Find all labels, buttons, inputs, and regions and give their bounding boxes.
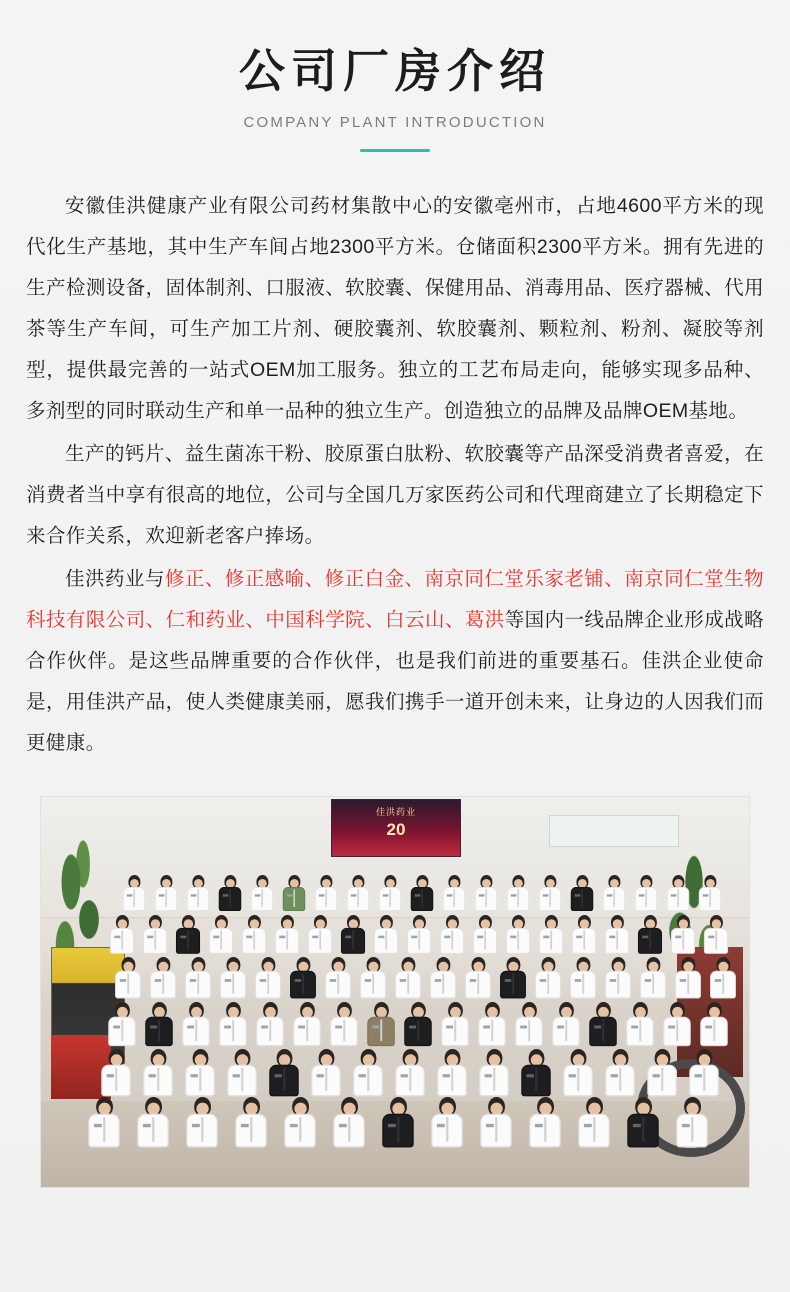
photo-person <box>570 875 594 911</box>
photo-person <box>282 875 306 911</box>
photo-person <box>662 1002 691 1046</box>
paragraph-3-segment-plain-1: 佳洪药业与 <box>65 568 165 590</box>
photo-person <box>329 1002 358 1046</box>
title-divider <box>360 149 430 152</box>
photo-person <box>181 1002 210 1046</box>
photo-person <box>639 957 667 998</box>
banner-line-1: 佳洪药业 <box>375 807 416 817</box>
photo-person <box>352 1049 384 1096</box>
photo-person <box>674 957 702 998</box>
photo-person <box>528 1097 562 1147</box>
photo-person <box>703 915 729 954</box>
photo-person <box>436 1049 468 1096</box>
photo-person <box>154 875 178 911</box>
photo-person <box>569 957 597 998</box>
photo-person <box>472 915 498 954</box>
photo-person <box>551 1002 580 1046</box>
photo-person <box>136 1097 170 1147</box>
photo-person <box>675 1097 709 1147</box>
photo-person <box>381 1097 415 1147</box>
photo-person <box>149 957 177 998</box>
photo-person <box>218 875 242 911</box>
page-subtitle: COMPANY PLANT INTRODUCTION <box>243 114 547 131</box>
paragraph-3 <box>26 559 764 764</box>
page-header <box>0 0 790 152</box>
photo-person <box>373 915 399 954</box>
photo-person <box>571 915 597 954</box>
photo-person <box>604 1049 636 1096</box>
photo-person <box>699 1002 728 1046</box>
photo-person <box>588 1002 617 1046</box>
photo-person <box>184 957 212 998</box>
body-text <box>26 186 764 764</box>
photo-person <box>107 1002 136 1046</box>
paragraph-3-segment-brands: 修正、修正感喻、修正白金、南京同仁堂乐家老铺、南京同仁堂生物科技有限公司、仁和药业、中国科学院、白云山、葛洪 <box>26 568 764 631</box>
photo-person <box>538 915 564 954</box>
photo-person <box>637 915 663 954</box>
photo-person <box>100 1049 132 1096</box>
photo-person <box>439 915 465 954</box>
paragraph-1: 安徽佳洪健康产业有限公司药材集散中心的安徽亳州市，占地4600平方米的现代化生产基地，其中生产车间占地2300平方米。仓储面积2300平方米。拥有先进的生产检测设备，固体制剂、口服液、软胶囊、保健用品、消毒用品、医疗器械、代用茶等生产车间，可生产加工片剂、硬胶囊剂、软胶囊剂、颗粒剂、粉剂、凝胶等剂型，提供最完善的一站式OEM加工服务。独立的工艺布局走向，能够实现多品种、多剂型的同时联动生产和单一品种的独立生产。创造独立的品牌及品牌OEM基地。 <box>26 195 764 422</box>
photo-person <box>464 957 492 998</box>
company-group-photo <box>40 796 750 1188</box>
photo-person <box>114 957 142 998</box>
page-title: 公司厂房介绍 <box>239 45 551 97</box>
photo-person <box>478 1049 510 1096</box>
photo-background <box>41 797 749 1187</box>
banner-line-2: 20 <box>386 820 406 839</box>
photo-person <box>688 1049 720 1096</box>
photo-person <box>219 957 247 998</box>
title-divider-wrap <box>0 149 790 152</box>
photo-person <box>477 1002 506 1046</box>
photo-person <box>430 1097 464 1147</box>
photo-person <box>184 1049 216 1096</box>
photo-person <box>144 1002 173 1046</box>
photo-person <box>241 915 267 954</box>
photo-person <box>394 1049 426 1096</box>
photo-person <box>602 875 626 911</box>
photo-person <box>208 915 234 954</box>
photo-person <box>520 1049 552 1096</box>
photo-person <box>670 915 696 954</box>
photo-stage-banner <box>331 799 461 857</box>
photo-person <box>410 875 434 911</box>
photo-person <box>307 915 333 954</box>
photo-person <box>534 957 562 998</box>
photo-person <box>218 1002 247 1046</box>
photo-person <box>378 875 402 911</box>
photo-person <box>514 1002 543 1046</box>
photo-person <box>255 1002 284 1046</box>
photo-person <box>254 957 282 998</box>
photo-person <box>186 875 210 911</box>
photo-person <box>314 875 338 911</box>
photo-person <box>346 875 370 911</box>
photo-person <box>366 1002 395 1046</box>
photo-person <box>499 957 527 998</box>
photo-person <box>274 915 300 954</box>
photo-person <box>442 875 466 911</box>
photo-person <box>289 957 317 998</box>
photo-wall-sign <box>549 815 679 847</box>
photo-person <box>394 957 422 998</box>
photo-person <box>292 1002 321 1046</box>
photo-person <box>175 915 201 954</box>
photo-person <box>479 1097 513 1147</box>
photo-person <box>268 1049 300 1096</box>
photo-person <box>332 1097 366 1147</box>
photo-person <box>440 1002 469 1046</box>
photo-person <box>577 1097 611 1147</box>
photo-person <box>142 915 168 954</box>
photo-person <box>626 1097 660 1147</box>
photo-person <box>646 1049 678 1096</box>
photo-person <box>310 1049 342 1096</box>
paragraph-2: 生产的钙片、益生菌冻干粉、胶原蛋白肽粉、软胶囊等产品深受消费者喜爱，在消费者当中享有很高的地位，公司与全国几万家医药公司和代理商建立了长期稳定下来合作关系，欢迎新老客户捧场。 <box>26 443 764 547</box>
photo-person <box>142 1049 174 1096</box>
photo-person <box>604 957 632 998</box>
photo-person <box>562 1049 594 1096</box>
photo-person <box>698 875 722 911</box>
photo-person <box>359 957 387 998</box>
photo-person <box>625 1002 654 1046</box>
photo-person <box>406 915 432 954</box>
photo-person <box>634 875 658 911</box>
paragraph-3-segment-plain-2: 等国内一线品牌企业形成战略合作伙伴。是这些品牌重要的合作伙伴，也是我们前进的重要基石。佳洪企业使命是，用佳洪产品，使人类健康美丽，愿我们携手一道开创未来，让身边的人因我们而更健康。 <box>26 609 764 754</box>
photo-person <box>429 957 457 998</box>
photo-person <box>250 875 274 911</box>
photo-person <box>185 1097 219 1147</box>
photo-person <box>122 875 146 911</box>
photo-person <box>505 915 531 954</box>
photo-person <box>283 1097 317 1147</box>
photo-person <box>87 1097 121 1147</box>
photo-person <box>474 875 498 911</box>
photo-person <box>226 1049 258 1096</box>
photo-person <box>324 957 352 998</box>
photo-person <box>709 957 737 998</box>
photo-person <box>538 875 562 911</box>
photo-person <box>604 915 630 954</box>
photo-person <box>109 915 135 954</box>
photo-person <box>506 875 530 911</box>
photo-person <box>403 1002 432 1046</box>
photo-person <box>666 875 690 911</box>
photo-person <box>340 915 366 954</box>
photo-person <box>234 1097 268 1147</box>
